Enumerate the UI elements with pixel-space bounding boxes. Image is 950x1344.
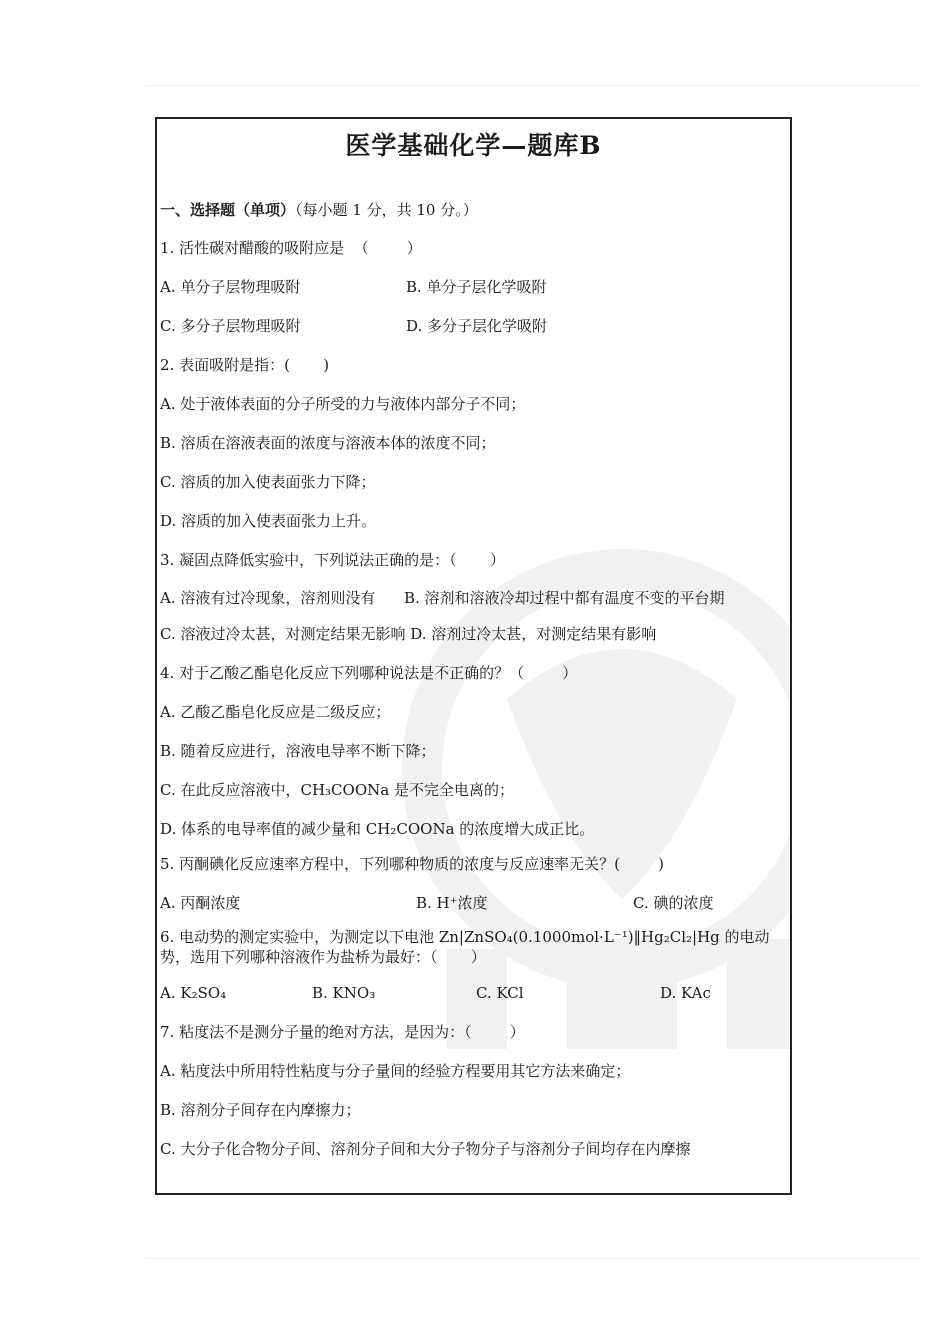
top-rule [145,85,920,86]
question-5-options [160,892,784,914]
option-5b: B. H⁺浓度 [416,894,488,912]
option-5c: C. 碘的浓度 [633,894,714,912]
question-4: 4. 对于乙酸乙酯皂化反应下列哪种说法是不正确的？（ ） [160,664,578,682]
option-1d: D. 多分子层化学吸附 [406,317,548,335]
option-6b: B. KNO₃ [312,984,376,1002]
option-4b: B. 随着反应进行，溶液电导率不断下降； [160,742,436,760]
page-title: 医学基础化学—题库B [345,131,602,160]
option-6d: D. KAc [660,984,711,1002]
bottom-rule [145,1258,920,1259]
option-7a: A. 粘度法中所用特性粘度与分子量间的经验方程要用其它方法来确定； [160,1062,631,1080]
question-6-options [160,982,784,1004]
question-1-options-ab [160,276,784,298]
section-heading-label: 一、选择题（单项） [160,201,296,219]
question-1-options-cd [160,315,784,337]
option-6a: A. K₂SO₄ [160,984,227,1002]
option-4d: D. 体系的电导率值的减少量和 CH₂COONa 的浓度增大成正比。 [160,820,595,838]
question-1: 1. 活性碳对醋酸的吸附应是 （ ） [160,239,422,257]
question-7: 7. 粘度法不是测分子量的绝对方法，是因为：（ ） [160,1023,525,1041]
option-3ab: A. 溶液有过冷现象，溶剂则没有 B. 溶剂和溶液冷却过程中都有温度不变的平台期 [160,589,725,607]
question-5: 5. 丙酮碘化反应速率方程中，下列哪种物质的浓度与反应速率无关？( ) [160,855,664,873]
question-list [160,237,784,1177]
question-2: 2. 表面吸附是指：( ) [160,356,330,374]
section-score-note: （每小题 1 分，共 10 分。） [295,201,478,219]
option-5a: A. 丙酮浓度 [160,894,241,912]
option-2c: C. 溶质的加入使表面张力下降； [160,473,376,491]
option-4a: A. 乙酸乙酯皂化反应是二级反应； [160,703,391,721]
option-2d: D. 溶质的加入使表面张力上升。 [160,512,377,530]
option-3cd: C. 溶液过冷太甚，对测定结果无影响 D. 溶剂过冷太甚，对测定结果有影响 [160,625,657,643]
option-6c: C. KCl [476,984,524,1002]
question-6: 6. 电动势的测定实验中，为测定以下电池 Zn|ZnSO₄(0.1000mol·L⁻¹)‖Hg₂Cl₂|Hg 的电动势，选用下列哪种溶液作为盐桥为最好：（ ） [160,928,770,966]
option-4c: C. 在此反应溶液中，CH₃COONa 是不完全电离的； [160,781,514,799]
option-2a: A. 处于液体表面的分子所受的力与液体内部分子不同； [160,395,526,413]
option-1b: B. 单分子层化学吸附 [406,278,547,296]
question-frame [155,117,792,1195]
option-1a: A. 单分子层物理吸附 [160,278,301,296]
option-7c: C. 大分子化合物分子间、溶剂分子间和大分子物分子与溶剂分子间均存在内摩擦 [160,1140,691,1158]
option-2b: B. 溶质在溶液表面的浓度与溶液本体的浓度不同； [160,434,496,452]
question-3: 3. 凝固点降低实验中，下列说法正确的是：（ ） [160,551,505,569]
option-1c: C. 多分子层物理吸附 [160,317,301,335]
section-heading [160,199,478,220]
option-7b: B. 溶剂分子间存在内摩擦力； [160,1101,361,1119]
